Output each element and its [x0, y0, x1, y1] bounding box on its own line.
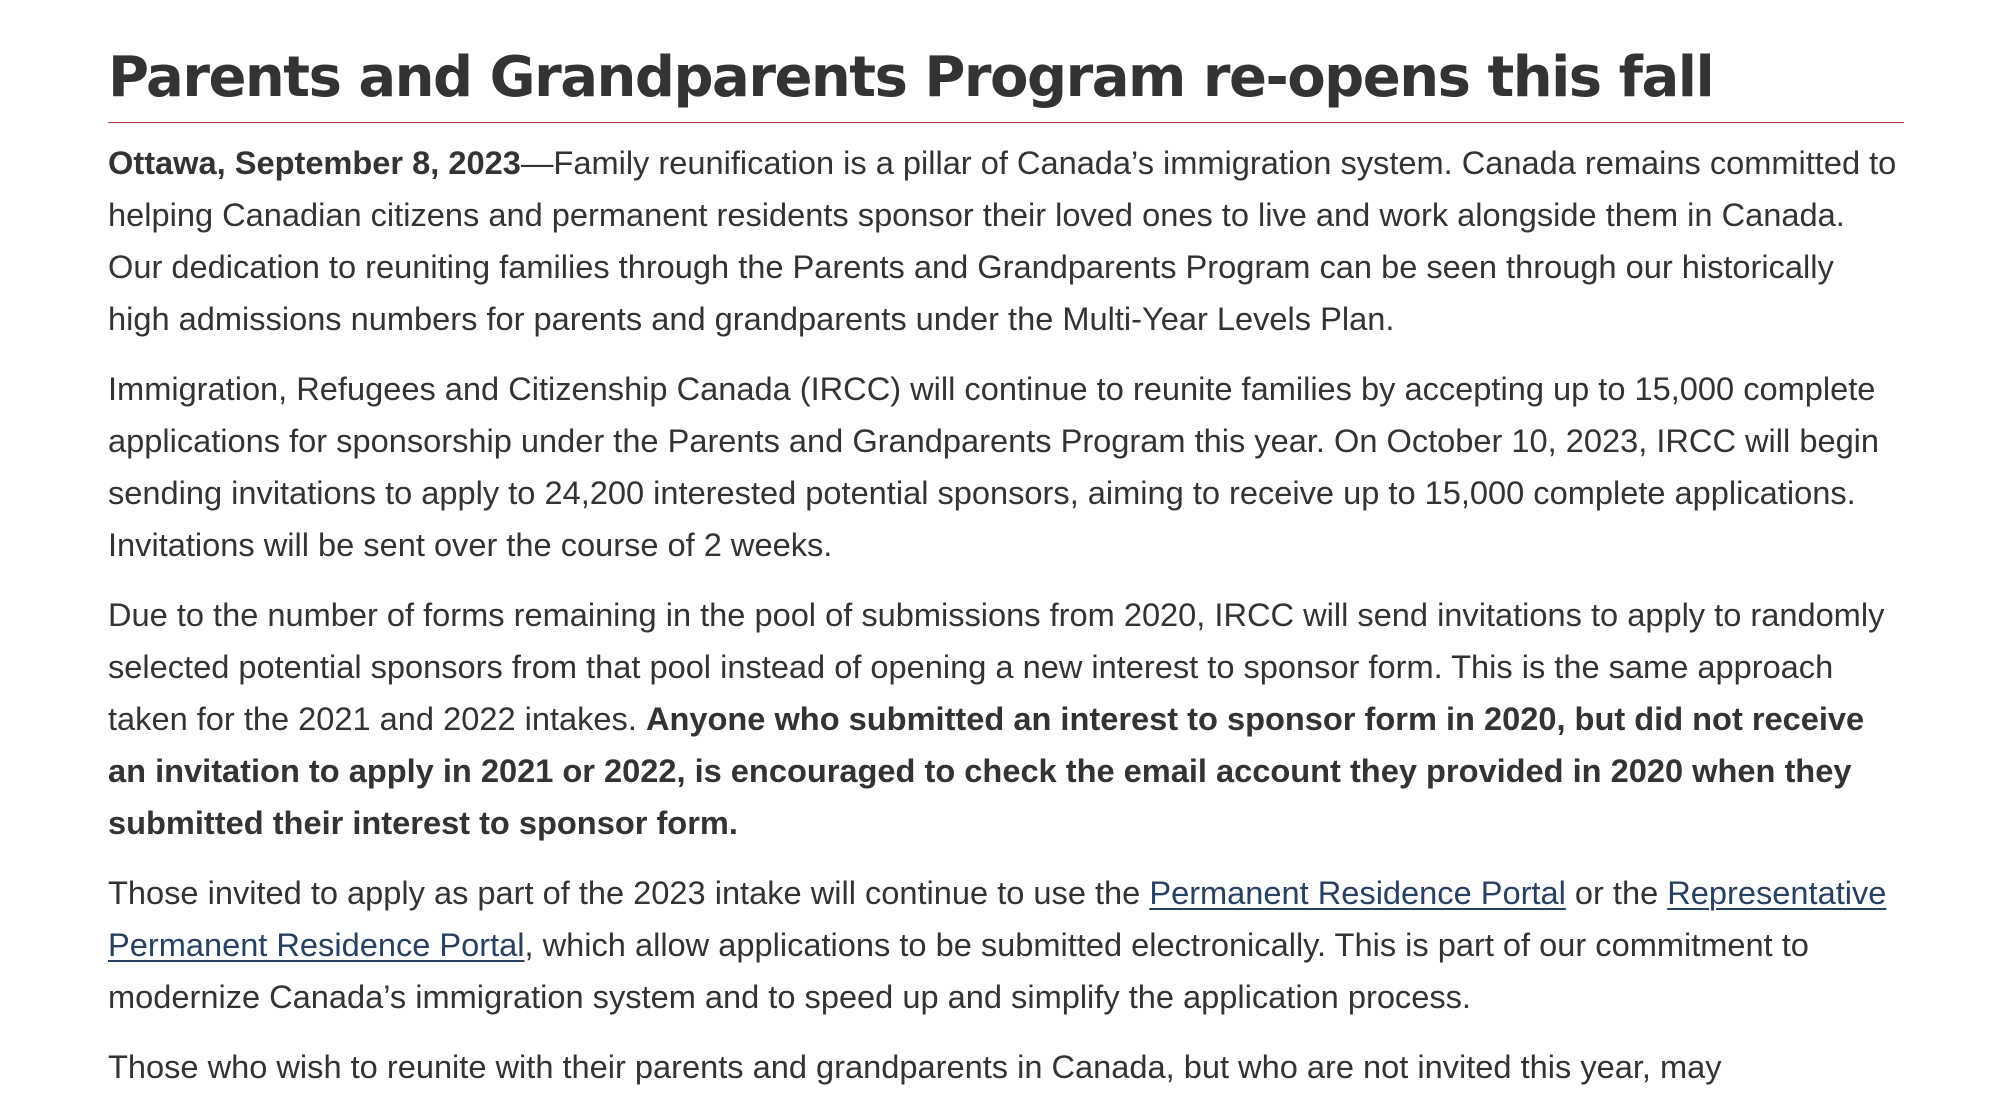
representative-pr-portal-link[interactable]: Representative Permanent Residence Portal: [108, 874, 1887, 963]
paragraph-invitations: [108, 363, 1904, 571]
page-title: Parents and Grandparents Program re-opens this fall: [108, 38, 1904, 123]
paragraph-portals: [108, 867, 1904, 1023]
paragraph-intro: [108, 137, 1904, 345]
paragraph-not-invited: [108, 1041, 1904, 1093]
paragraph-intro-text: —Family reunification is a pillar of Canada’s immigration system. Canada remains committed to helping Canadian citizens and permanent residents sponsor their loved ones to live and work alongside them in Canada. Our dedication to reuniting families through the Parents and Grandparents Program can be seen through our historically high admissions numbers for parents and grandparents under the Multi-Year Levels Plan.: [108, 144, 1897, 337]
paragraph-portals-text-c: , which allow applications to be submitted electronically. This is part of our commitment to modernize Canada’s immigration system and to speed up and simplify the application process.: [108, 926, 1809, 1015]
paragraph-portals-text-b: or the: [1565, 874, 1668, 911]
dateline: Ottawa, September 8, 2023: [108, 144, 521, 181]
permanent-residence-portal-link[interactable]: Permanent Residence Portal: [1149, 874, 1566, 911]
paragraph-pool-bold: Anyone who submitted an interest to sponsor form in 2020, but did not receive an invitation to apply in 2021 or 2022, is encouraged to check the email account they provided in 2020 when they submitted their interest to sponsor form.: [108, 700, 1865, 841]
paragraph-portals-text-a: Those invited to apply as part of the 2023 intake will continue to use the: [108, 874, 1150, 911]
article-content: [108, 38, 1904, 1093]
paragraph-pool: [108, 589, 1904, 849]
paragraph-invitations-text: Immigration, Refugees and Citizenship Canada (IRCC) will continue to reunite families by accepting up to 15,000 complete applications for sponsorship under the Parents and Grandparents Program this year. On October 10, 2023, IRCC will begin sending invitations to apply to 24,200 interested potential sponsors, aiming to receive up to 15,000 complete applications. Invitations will be sent over the course of 2 weeks.: [108, 370, 1880, 563]
paragraph-not-invited-text: Those who wish to reunite with their parents and grandparents in Canada, but who are not invited this year, may: [108, 1048, 1722, 1085]
paragraph-pool-text: Due to the number of forms remaining in the pool of submissions from 2020, IRCC will send invitations to apply to randomly selected potential sponsors from that pool instead of opening a new interest to sponsor form. This is the same approach taken for the 2021 and 2022 intakes.: [108, 596, 1885, 737]
